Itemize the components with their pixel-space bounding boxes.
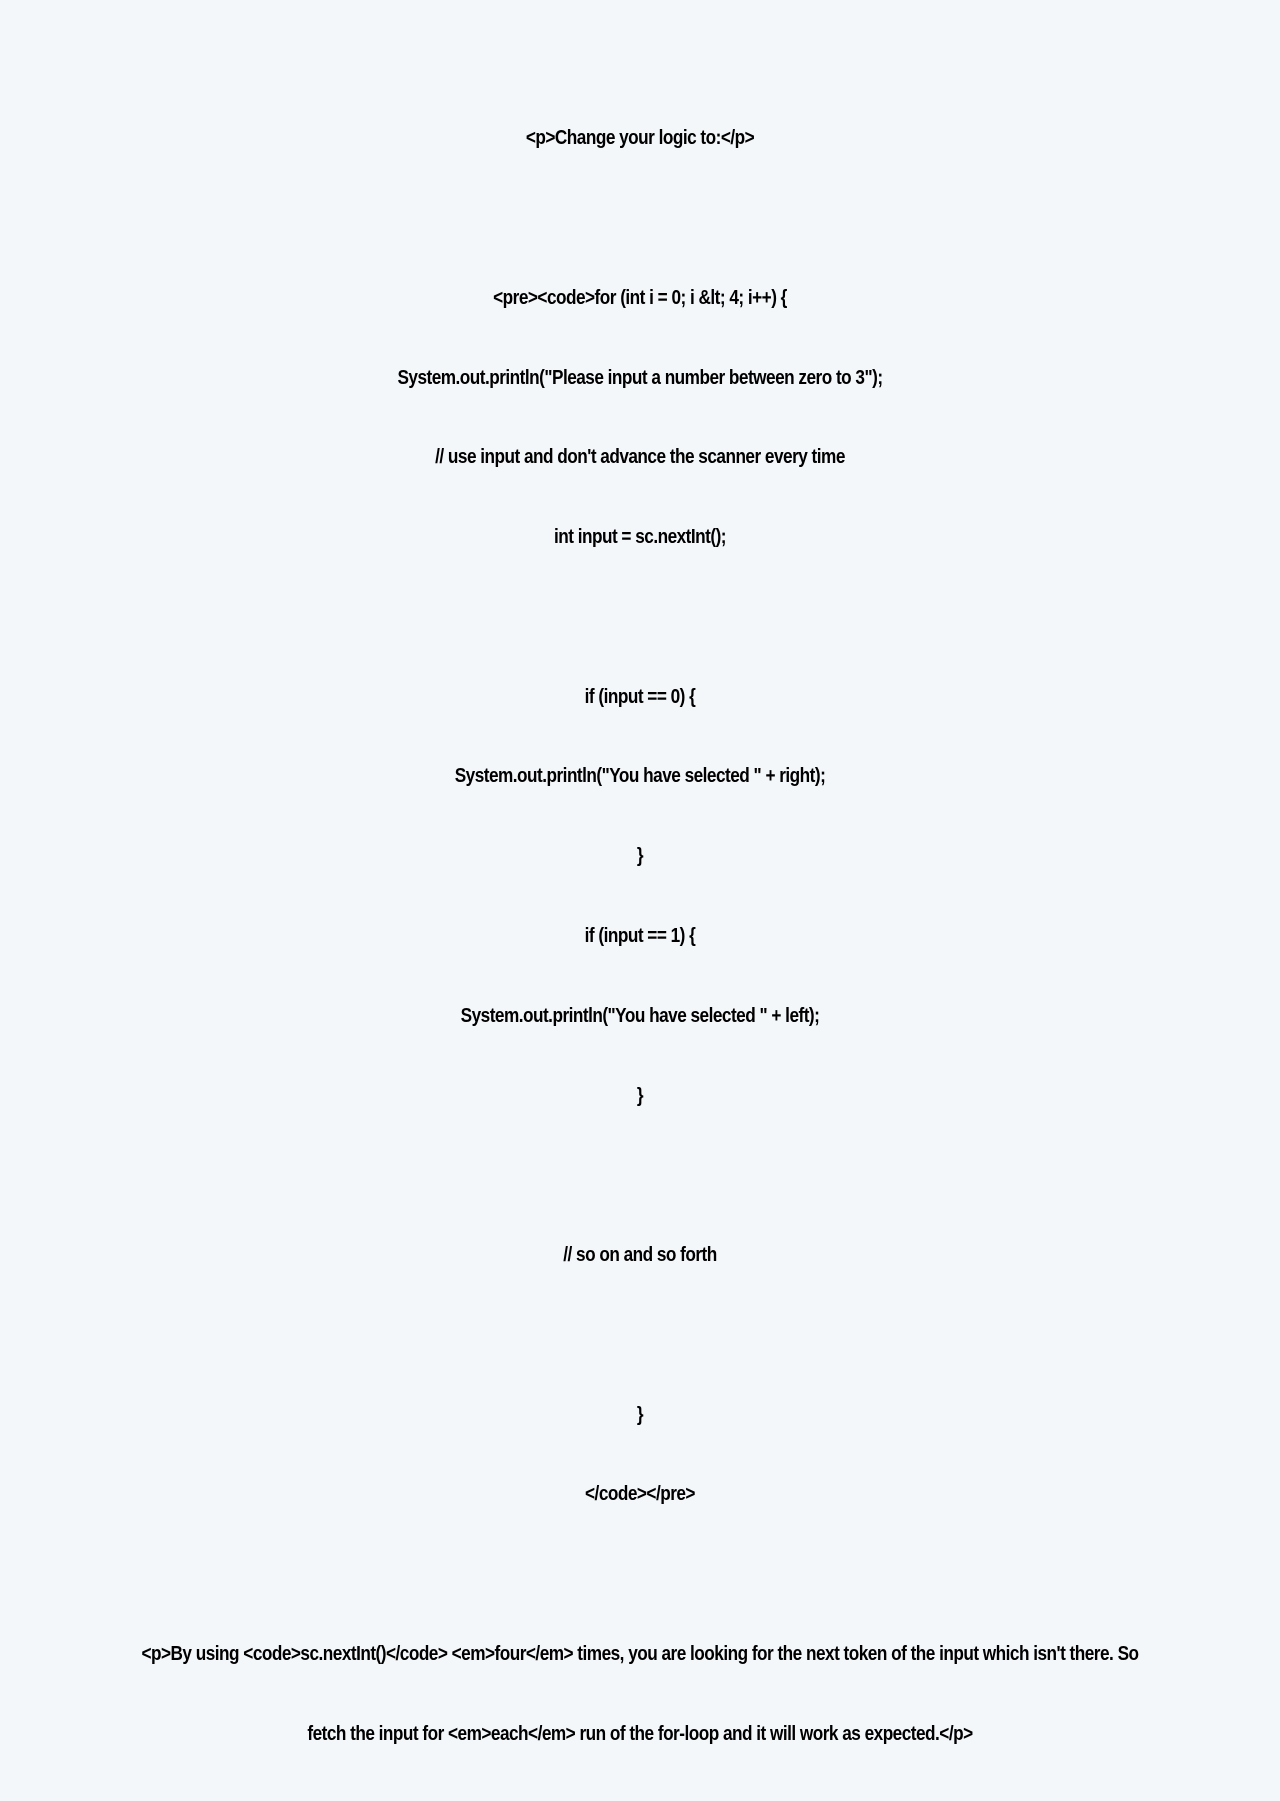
code-line: } (636, 1084, 644, 1107)
code-line: // so on and so forth (563, 1244, 717, 1267)
text-line: fetch the input for <em>each</em> run of the for-loop and it will work as expected.</p> (307, 1722, 973, 1745)
code-line: int input = sc.nextInt(); (554, 526, 726, 549)
blank-line (90, 205, 1191, 232)
code-line: System.out.println("You have selected " + left); (460, 1004, 820, 1027)
document-text (90, 72, 1191, 1801)
code-line: if (input == 0) { (584, 685, 696, 708)
code-line: if (input == 1) { (584, 925, 696, 947)
code-line: </code></pre> (585, 1483, 695, 1506)
code-line: <pre><code>for (int i = 0; i &lt; 4; i++) { (493, 286, 787, 309)
code-line: System.out.println("You have selected " + right); (454, 765, 826, 788)
text-line: <p>By using <code>sc.nextInt()</code> <em>four</em> times, you are looking for the next token of the input which isn't there. So (141, 1643, 1139, 1666)
text-line: <p>Change your logic to:</p> (525, 127, 755, 150)
blank-line (90, 1561, 1191, 1588)
blank-line (90, 1162, 1191, 1189)
code-line: // use input and don't advance the scanner every time (435, 446, 845, 469)
code-line: } (636, 845, 644, 868)
blank-line (90, 1322, 1191, 1349)
code-line: System.out.println("Please input a number between zero to 3"); (397, 366, 883, 389)
code-line: } (636, 1403, 644, 1426)
blank-line (90, 604, 1191, 631)
